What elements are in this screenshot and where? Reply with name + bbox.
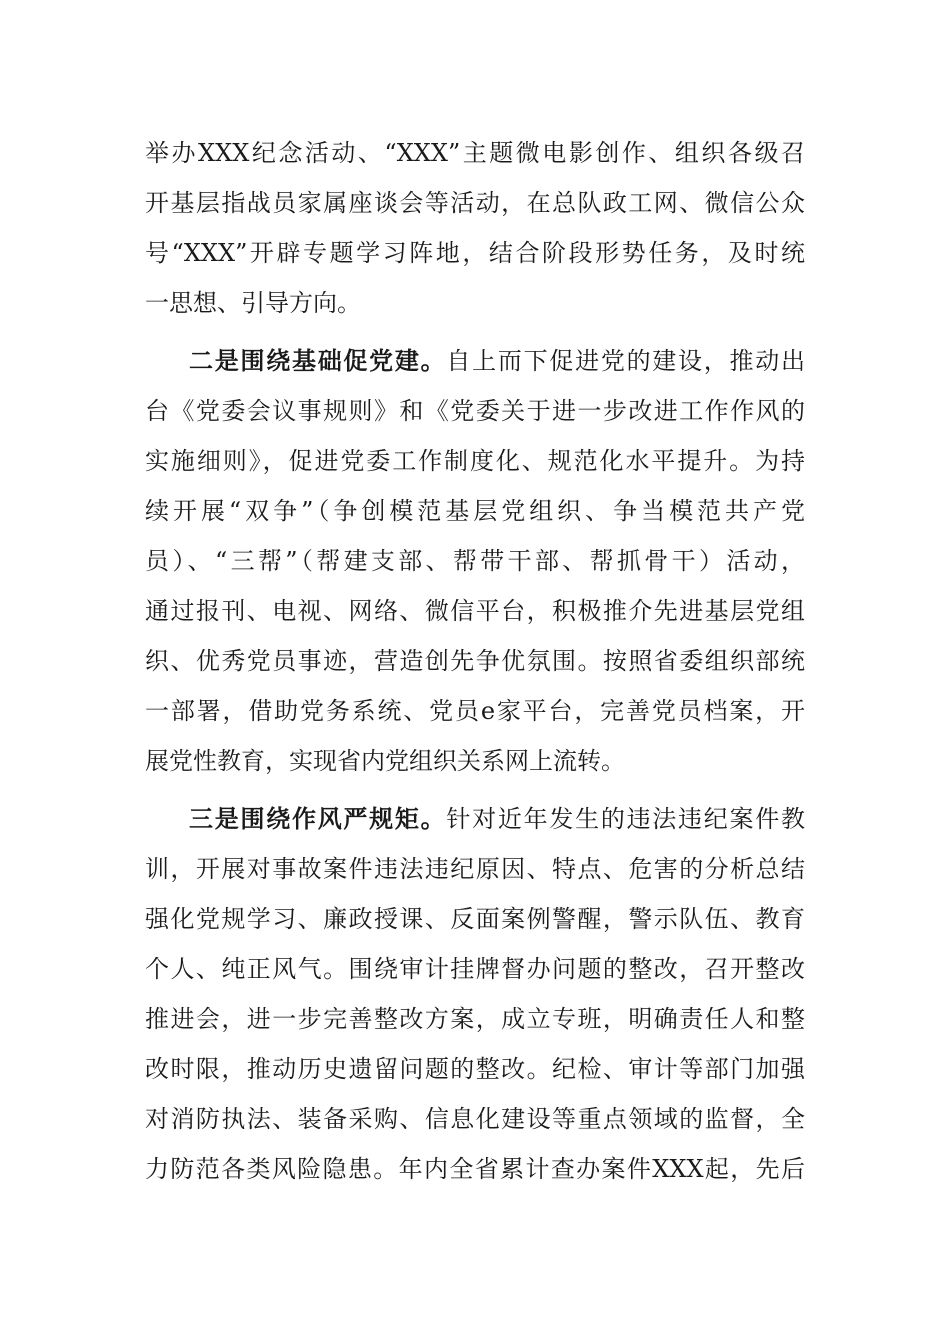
paragraph-3 xyxy=(145,794,805,1194)
text-line: 实施细则》，促进党委工作制度化、规范化水平提升。为持 xyxy=(145,447,805,475)
text-line: 开基层指战员家属座谈会等活动，在总队政工网、微信公众 xyxy=(145,189,805,217)
text-line: 对消防执法、装备采购、信息化建设等重点领域的监督，全 xyxy=(145,1105,805,1133)
text-line xyxy=(145,794,805,844)
text-line: 续开展“双争”（争创模范基层党组织、争当模范共产党 xyxy=(145,497,805,525)
text-line: 强化党规学习、廉政授课、反面案例警醒，警示队伍、教育 xyxy=(145,905,805,933)
text-line: 一思想、引导方向。 xyxy=(145,289,361,317)
text-line: 号“XXX”开辟专题学习阵地，结合阶段形势任务，及时统 xyxy=(145,239,805,267)
text-line: 展党性教育，实现省内党组织关系网上流转。 xyxy=(145,747,625,775)
text-line: 举办XXX纪念活动、“XXX”主题微电影创作、组织各级召 xyxy=(145,139,805,167)
text-line: 力防范各类风险隐患。年内全省累计查办案件XXX起，先后 xyxy=(145,1155,805,1183)
text-line: 织、优秀党员事迹，营造创先争优氛围。按照省委组织部统 xyxy=(145,647,805,675)
document-page xyxy=(145,128,805,1194)
text-line: 台《党委会议事规则》和《党委关于进一步改进工作作风的 xyxy=(145,397,805,425)
text-line: 通过报刊、电视、网络、微信平台，积极推介先进基层党组 xyxy=(145,597,805,625)
paragraph-heading: 二是围绕基础促党建。 xyxy=(189,346,447,375)
text-line: 个人、纯正风气。围绕审计挂牌督办问题的整改，召开整改 xyxy=(145,955,805,983)
text-line xyxy=(145,336,805,386)
text-line: 改时限，推动历史遗留问题的整改。纪检、审计等部门加强 xyxy=(145,1055,805,1083)
text-line: 推进会，进一步完善整改方案，成立专班，明确责任人和整 xyxy=(145,1005,805,1033)
text-run: 针对近年发生的违法违纪案件教 xyxy=(446,805,805,833)
text-line: 一部署，借助党务系统、党员e家平台，完善党员档案，开 xyxy=(145,697,805,725)
text-line: 员）、“三帮”（帮建支部、帮带干部、帮抓骨干）活动， xyxy=(145,547,805,575)
text-run: 自上而下促进党的建设，推动出 xyxy=(446,347,805,375)
paragraph-2 xyxy=(145,336,805,786)
paragraph-heading: 三是围绕作风严规矩。 xyxy=(189,804,447,833)
text-line: 训，开展对事故案件违法违纪原因、特点、危害的分析总结 xyxy=(145,855,805,883)
paragraph-1 xyxy=(145,128,805,328)
